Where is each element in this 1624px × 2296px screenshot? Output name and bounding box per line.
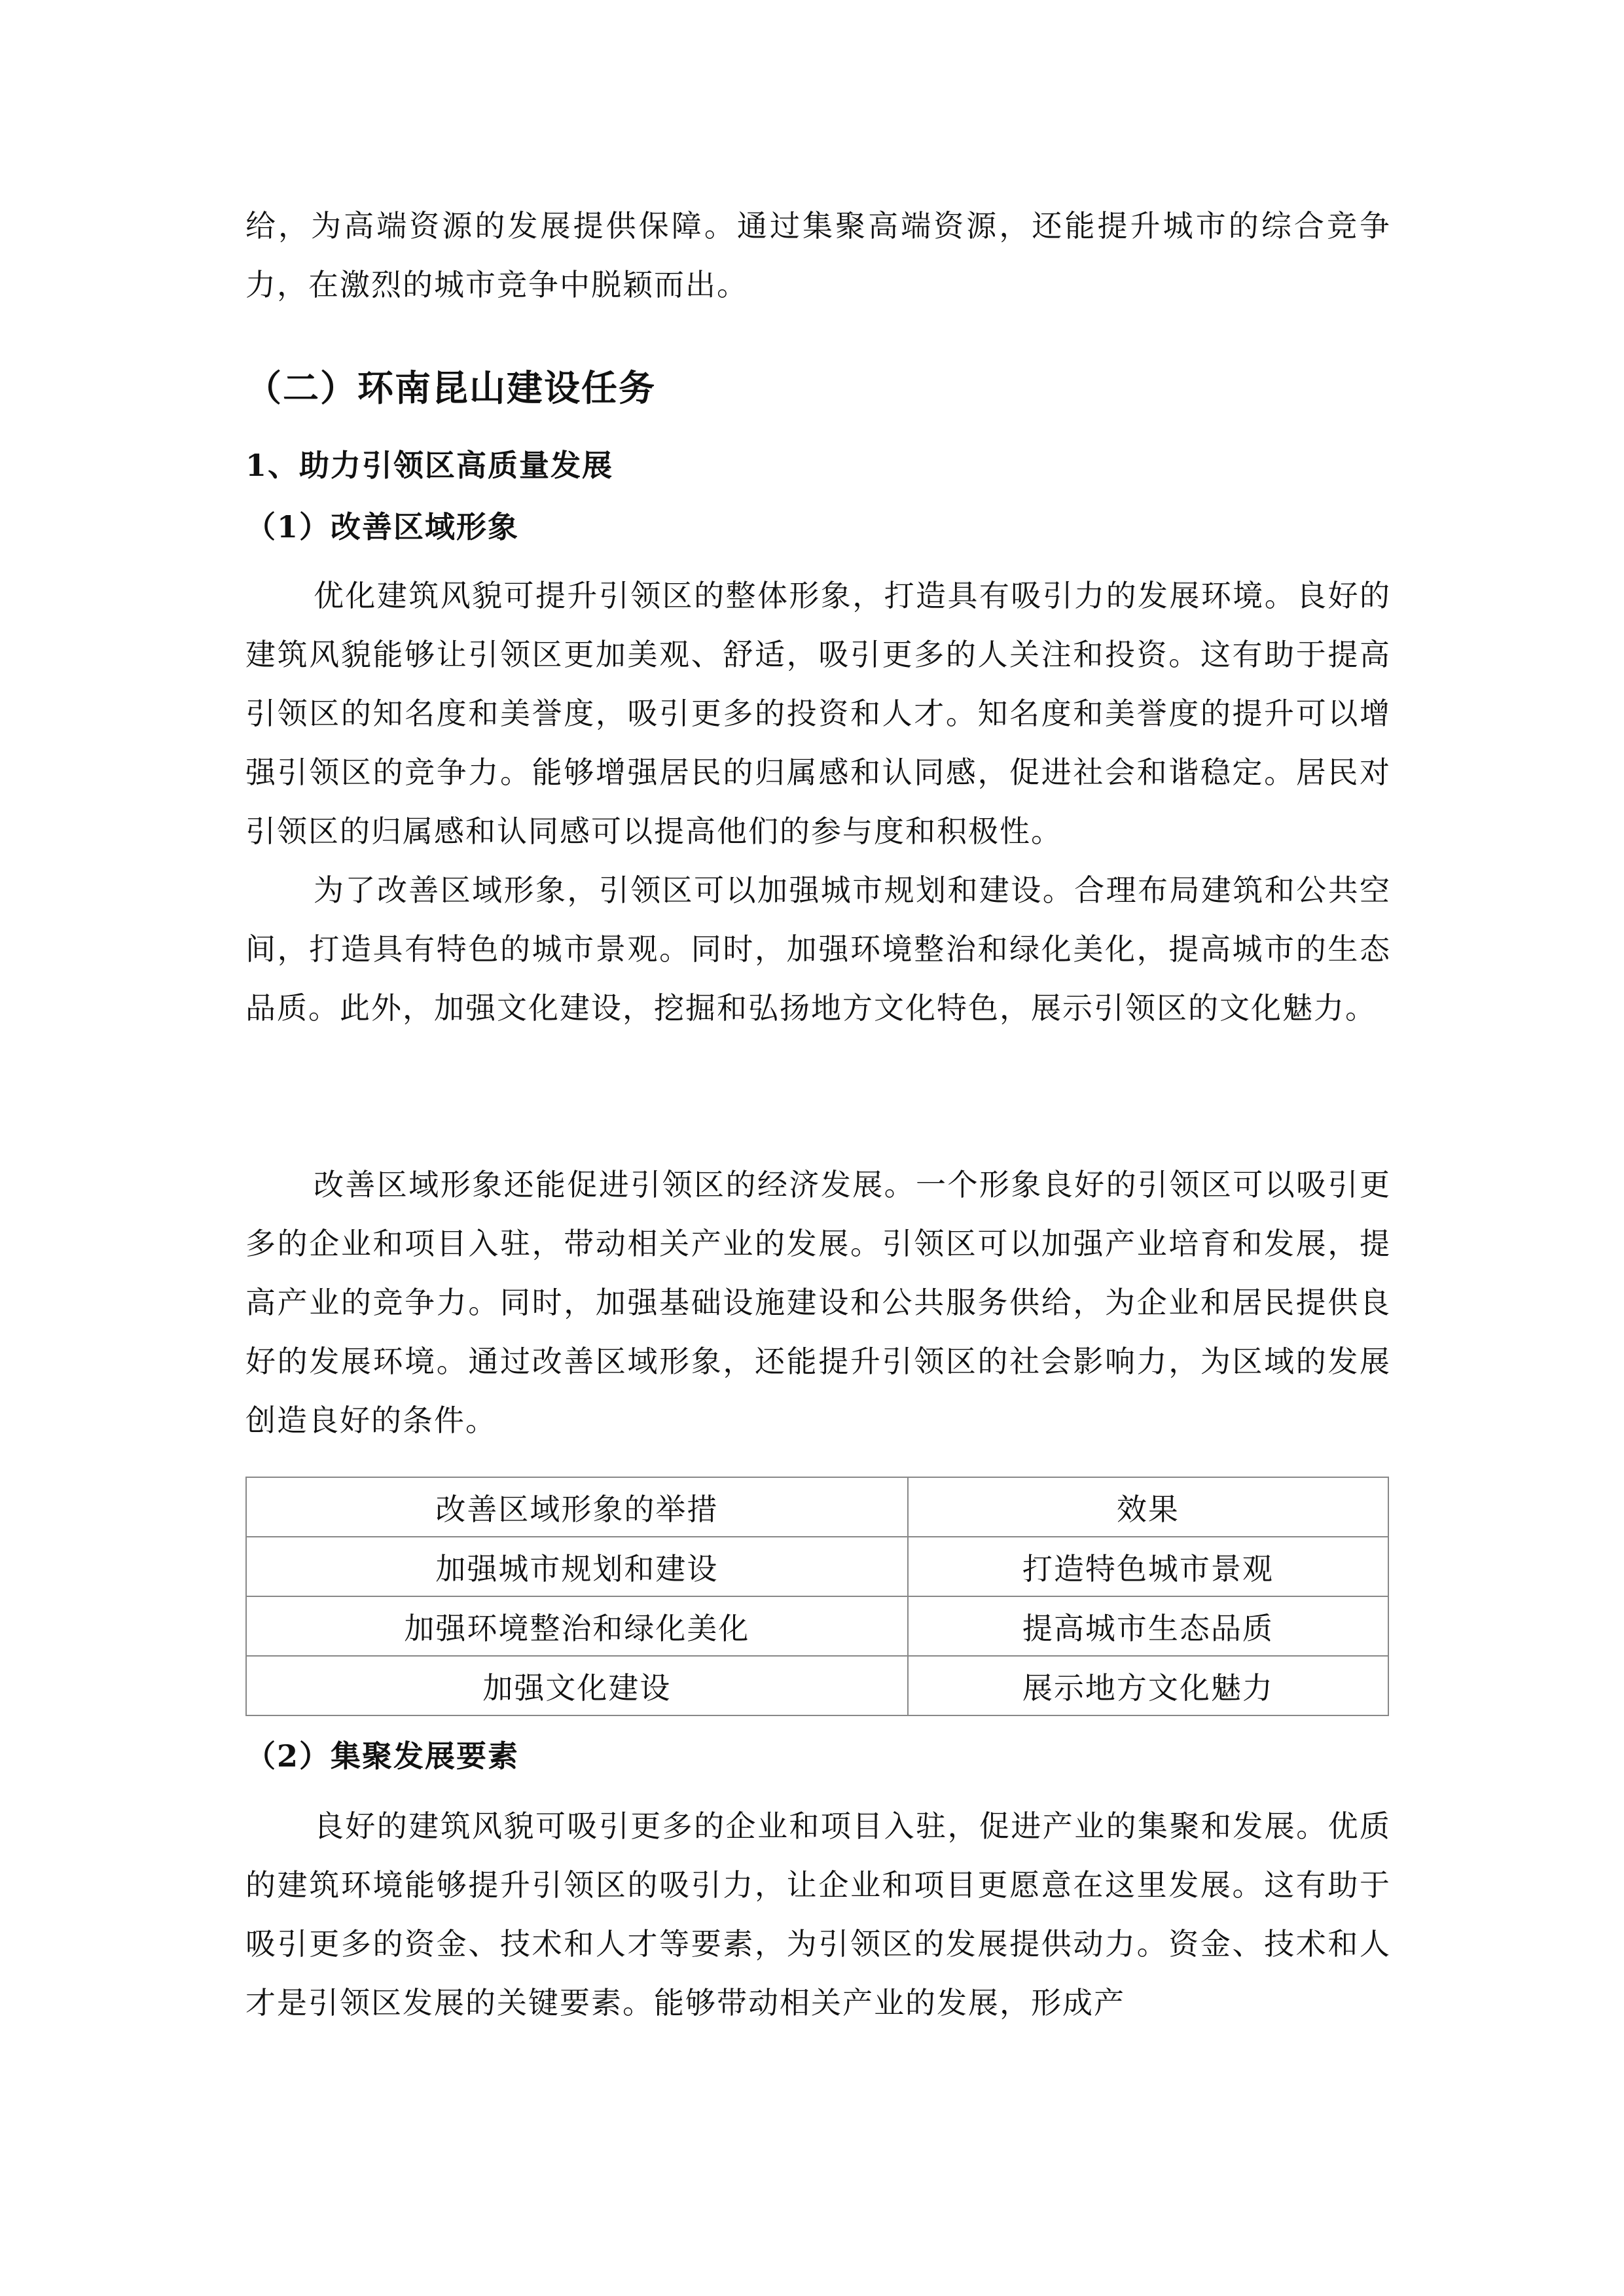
table-header-measure: 改善区域形象的举措 — [246, 1477, 908, 1537]
table-cell: 加强环境整治和绿化美化 — [246, 1596, 908, 1656]
table-cell: 加强城市规划和建设 — [246, 1537, 908, 1596]
intro-paragraph: 给，为高端资源的发展提供保障。通过集聚高端资源，还能提升城市的综合竞争力，在激烈的城市竞争中脱颖而出。 — [245, 208, 1391, 302]
table-row — [246, 1656, 1388, 1715]
table-cell: 展示地方文化魅力 — [908, 1656, 1388, 1715]
table-row — [246, 1596, 1388, 1656]
item1-paragraph-3: 改善区域形象还能促进引领区的经济发展。一个形象良好的引领区可以吸引更多的企业和项目入驻，带动相关产业的发展。引领区可以加强产业培育和发展，提高产业的竞争力。同时，加强基础设施建设和公共服务供给，为企业和居民提供良好的发展环境。通过改善区域形象，还能提升引领区的社会影响力，为区域的发展创造良好的条件。 — [245, 1167, 1391, 1438]
item1-paragraph-1: 优化建筑风貌可提升引领区的整体形象，打造具有吸引力的发展环境。良好的建筑风貌能够让引领区更加美观、舒适，吸引更多的人关注和投资。这有助于提高引领区的知名度和美誉度，吸引更多的投资和人才。知名度和美誉度的提升可以增强引领区的竞争力。能够增强居民的归属感和认同感，促进社会和谐稳定。居民对引领区的归属感和认同感可以提高他们的参与度和积极性。 — [245, 578, 1391, 849]
table-header-row — [246, 1477, 1388, 1537]
item1-paragraph-2: 为了改善区域形象，引领区可以加强城市规划和建设。合理布局建筑和公共空间，打造具有特色的城市景观。同时，加强环境整治和绿化美化，提高城市的生态品质。此外，加强文化建设，挖掘和弘扬地方文化特色，展示引领区的文化魅力。 — [245, 872, 1391, 1026]
section-heading: （二）环南昆山建设任务 — [245, 367, 657, 409]
table-row — [246, 1537, 1388, 1596]
item2-heading: （2）集聚发展要素 — [245, 1738, 520, 1774]
measures-table — [245, 1477, 1389, 1716]
subsection-heading: 1、助力引领区高质量发展 — [245, 448, 614, 483]
item1-heading: （1）改善区域形象 — [245, 509, 520, 545]
item2-paragraph: 良好的建筑风貌可吸引更多的企业和项目入驻，促进产业的集聚和发展。优质的建筑环境能够提升引领区的吸引力，让企业和项目更愿意在这里发展。这有助于吸引更多的资金、技术和人才等要素，为引领区的发展提供动力。资金、技术和人才是引领区发展的关键要素。能够带动相关产业的发展，形成产 — [245, 1808, 1391, 2020]
table-cell: 加强文化建设 — [246, 1656, 908, 1715]
table-cell: 打造特色城市景观 — [908, 1537, 1388, 1596]
table-cell: 提高城市生态品质 — [908, 1596, 1388, 1656]
table-header-effect: 效果 — [908, 1477, 1388, 1537]
